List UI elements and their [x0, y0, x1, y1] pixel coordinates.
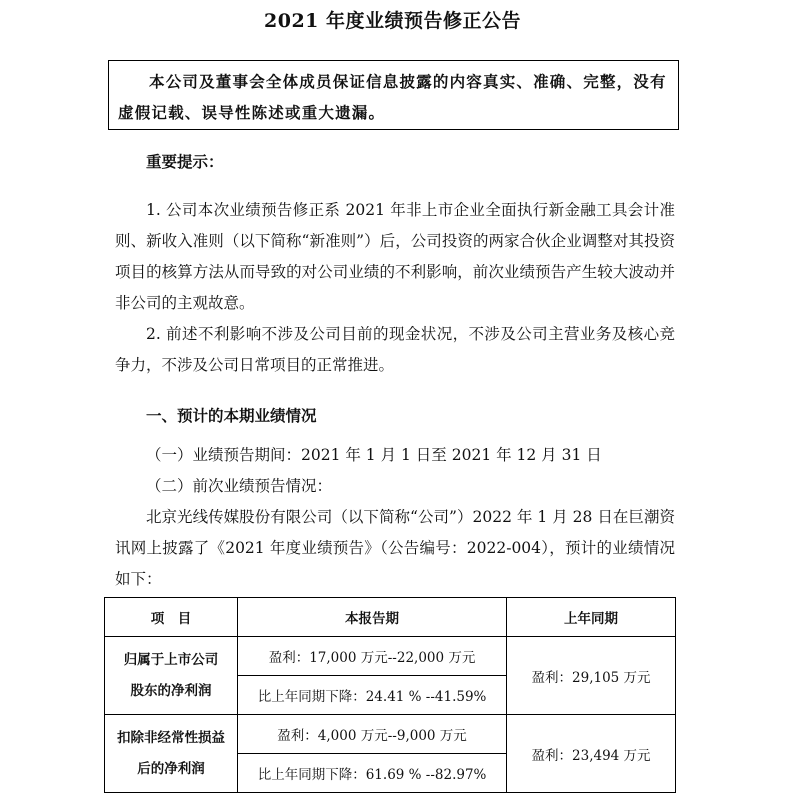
row-label-net-profit [105, 637, 238, 715]
table-row [105, 637, 676, 676]
row-label-line: 扣除非经常性损益 [117, 729, 226, 746]
current-profit-cell: 盈利：4,000 万元--9,000 万元 [238, 715, 507, 754]
section-1-heading: 一、预计的本期业绩情况 [146, 406, 317, 425]
table-header-row [105, 598, 676, 637]
row-label-line: 后的净利润 [137, 760, 205, 777]
forecast-period: （一）业绩预告期间：2021 年 1 月 1 日至 2021 年 12 月 31 日 [146, 446, 602, 464]
current-profit-cell: 盈利：17,000 万元--22,000 万元 [238, 637, 507, 676]
row-label-deducted-profit [105, 715, 238, 793]
table-row [105, 715, 676, 754]
row-label-line: 归属于上市公司 [123, 651, 219, 668]
row-label-line: 股东的净利润 [130, 682, 212, 699]
performance-table [104, 597, 676, 793]
table-header-item: 项 目 [105, 598, 238, 637]
page-title: 2021 年度业绩预告修正公告 [264, 10, 521, 32]
important-item-2: 2. 前述不利影响不涉及公司目前的现金状况，不涉及公司主营业务及核心竞争力，不涉及公司日常项目的正常推进。 [115, 325, 675, 374]
table-header-current: 本报告期 [238, 598, 507, 637]
prior-profit-cell: 盈利：23,494 万元 [507, 715, 676, 793]
disclaimer-text: 本公司及董事会全体成员保证信息披露的内容真实、准确、完整，没有虚假记载、误导性陈述或重大遗漏。 [118, 72, 667, 122]
prior-profit-cell: 盈利：29,105 万元 [507, 637, 676, 715]
current-change-cell: 比上年同期下降：61.69 % --82.97% [238, 754, 507, 793]
current-change-cell: 比上年同期下降：24.41 % --41.59% [238, 676, 507, 715]
disclaimer-box [108, 60, 679, 130]
table-header-prior: 上年同期 [507, 598, 676, 637]
previous-forecast-body: 北京光线传媒股份有限公司（以下简称“公司”）2022 年 1 月 28 日在巨潮资讯网上披露了《2021 年度业绩预告》（公告编号：2022-004），预计的业绩情况如下： [115, 508, 675, 588]
previous-forecast-label: （二）前次业绩预告情况： [146, 477, 333, 495]
important-heading: 重要提示： [146, 152, 224, 171]
important-item-1: 1. 公司本次业绩预告修正系 2021 年非上市企业全面执行新金融工具会计准则、新收入准则（以下简称“新准则”）后，公司投资的两家合伙企业调整对其投资项目的核算方法从而导致的对公司业绩的不利影响，前次业绩预告产生较大波动并非公司的主观故意。 [115, 201, 675, 312]
